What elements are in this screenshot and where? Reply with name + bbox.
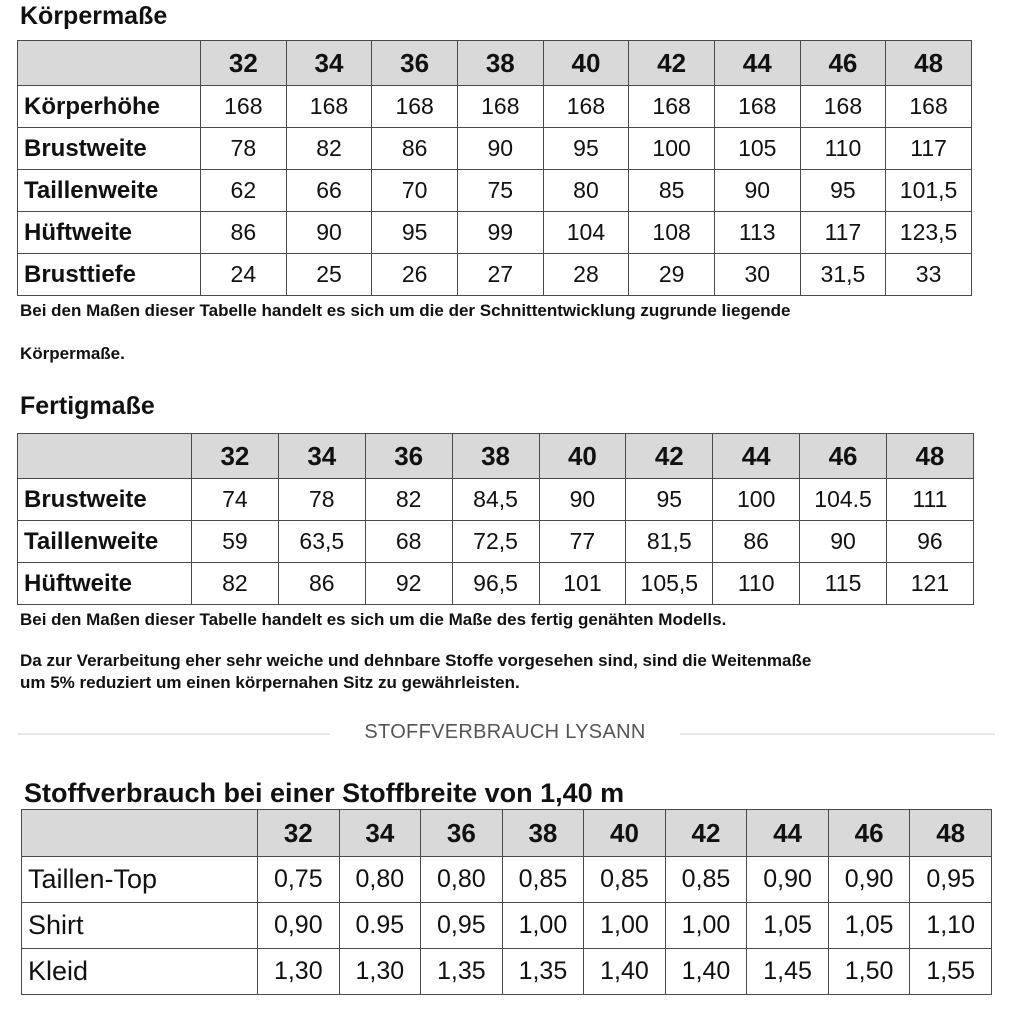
value-cell: 0,85 xyxy=(584,857,666,903)
fertigmasse-note1: Bei den Maßen dieser Tabelle handelt es sich um die Maße des fertig genähten Modells. xyxy=(20,610,727,629)
divider-line-left xyxy=(18,733,330,735)
value-cell: 1,00 xyxy=(502,903,584,949)
value-cell: 86 xyxy=(278,563,365,605)
value-cell: 85 xyxy=(629,170,715,212)
value-cell: 81,5 xyxy=(626,521,713,563)
table-row xyxy=(18,563,974,605)
divider-label: STOFFVERBRAUCH LYSANN xyxy=(364,721,646,743)
value-cell: 72,5 xyxy=(452,521,539,563)
header-row xyxy=(18,434,974,479)
row-label: Hüftweite xyxy=(18,563,192,605)
value-cell: 0,90 xyxy=(258,903,340,949)
row-label: Shirt xyxy=(22,903,258,949)
table-row xyxy=(22,857,992,903)
value-cell: 29 xyxy=(629,254,715,296)
table-row xyxy=(18,128,972,170)
value-cell: 90 xyxy=(286,212,372,254)
value-cell: 1,30 xyxy=(339,949,421,995)
value-cell: 96,5 xyxy=(452,563,539,605)
value-cell: 1,55 xyxy=(910,949,992,995)
value-cell: 1,05 xyxy=(828,903,910,949)
value-cell: 168 xyxy=(372,86,458,128)
value-cell: 111 xyxy=(887,479,974,521)
value-cell: 77 xyxy=(539,521,626,563)
row-label: Taillenweite xyxy=(18,170,201,212)
koerpermasse-note-line2: Körpermaße. xyxy=(20,344,125,363)
size-header: 34 xyxy=(278,434,365,479)
value-cell: 168 xyxy=(714,86,800,128)
value-cell: 0,75 xyxy=(258,857,340,903)
koerpermasse-table xyxy=(17,40,972,296)
divider-line-right xyxy=(680,733,995,735)
fertigmasse-note2-line1: Da zur Verarbeitung eher sehr weiche und dehnbare Stoffe vorgesehen sind, sind die Weitenmaße xyxy=(20,651,812,670)
value-cell: 0,90 xyxy=(828,857,910,903)
value-cell: 95 xyxy=(626,479,713,521)
header-row xyxy=(22,810,992,857)
value-cell: 78 xyxy=(278,479,365,521)
value-cell: 82 xyxy=(286,128,372,170)
value-cell: 27 xyxy=(457,254,543,296)
corner-cell xyxy=(18,41,201,86)
value-cell: 75 xyxy=(457,170,543,212)
corner-cell xyxy=(22,810,258,857)
table-row xyxy=(18,479,974,521)
value-cell: 59 xyxy=(192,521,279,563)
value-cell: 168 xyxy=(457,86,543,128)
value-cell: 26 xyxy=(372,254,458,296)
size-header: 32 xyxy=(192,434,279,479)
size-header: 38 xyxy=(457,41,543,86)
fertigmasse-note2-line2: um 5% reduziert um einen körpernahen Sitz zu gewährleisten. xyxy=(20,673,520,692)
value-cell: 31,5 xyxy=(800,254,886,296)
value-cell: 0,90 xyxy=(747,857,829,903)
value-cell: 0,95 xyxy=(421,903,503,949)
row-label: Taillenweite xyxy=(18,521,192,563)
value-cell: 168 xyxy=(543,86,629,128)
value-cell: 123,5 xyxy=(886,212,972,254)
size-header: 42 xyxy=(665,810,747,857)
size-header: 48 xyxy=(886,41,972,86)
value-cell: 117 xyxy=(886,128,972,170)
value-cell: 63,5 xyxy=(278,521,365,563)
value-cell: 0.95 xyxy=(339,903,421,949)
value-cell: 1,05 xyxy=(747,903,829,949)
value-cell: 1,00 xyxy=(584,903,666,949)
value-cell: 78 xyxy=(201,128,287,170)
table-row xyxy=(22,903,992,949)
value-cell: 90 xyxy=(457,128,543,170)
stoffverbrauch-title: Stoffverbrauch bei einer Stoffbreite von 1,40 m xyxy=(24,778,625,808)
value-cell: 168 xyxy=(886,86,972,128)
value-cell: 99 xyxy=(457,212,543,254)
value-cell: 1,35 xyxy=(421,949,503,995)
value-cell: 86 xyxy=(372,128,458,170)
value-cell: 90 xyxy=(539,479,626,521)
size-header: 40 xyxy=(543,41,629,86)
size-header: 34 xyxy=(339,810,421,857)
value-cell: 90 xyxy=(800,521,887,563)
value-cell: 0,80 xyxy=(421,857,503,903)
row-label: Hüftweite xyxy=(18,212,201,254)
row-label: Körperhöhe xyxy=(18,86,201,128)
value-cell: 86 xyxy=(713,521,800,563)
value-cell: 24 xyxy=(201,254,287,296)
value-cell: 1,30 xyxy=(258,949,340,995)
table-row xyxy=(18,170,972,212)
size-header: 38 xyxy=(452,434,539,479)
value-cell: 80 xyxy=(543,170,629,212)
value-cell: 117 xyxy=(800,212,886,254)
value-cell: 28 xyxy=(543,254,629,296)
size-header: 48 xyxy=(887,434,974,479)
row-label: Brustweite xyxy=(18,479,192,521)
value-cell: 100 xyxy=(629,128,715,170)
size-header: 36 xyxy=(365,434,452,479)
value-cell: 66 xyxy=(286,170,372,212)
value-cell: 92 xyxy=(365,563,452,605)
value-cell: 90 xyxy=(714,170,800,212)
value-cell: 0,80 xyxy=(339,857,421,903)
value-cell: 25 xyxy=(286,254,372,296)
value-cell: 95 xyxy=(543,128,629,170)
fertigmasse-table xyxy=(17,433,974,605)
value-cell: 0,85 xyxy=(502,857,584,903)
value-cell: 110 xyxy=(800,128,886,170)
table-row xyxy=(18,86,972,128)
value-cell: 1,10 xyxy=(910,903,992,949)
size-header: 32 xyxy=(258,810,340,857)
size-header: 36 xyxy=(372,41,458,86)
koerpermasse-title: Körpermaße xyxy=(20,2,168,30)
value-cell: 168 xyxy=(629,86,715,128)
value-cell: 62 xyxy=(201,170,287,212)
size-header: 48 xyxy=(910,810,992,857)
size-header: 36 xyxy=(421,810,503,857)
corner-cell xyxy=(18,434,192,479)
size-header: 44 xyxy=(713,434,800,479)
value-cell: 86 xyxy=(201,212,287,254)
size-header: 46 xyxy=(800,41,886,86)
value-cell: 121 xyxy=(887,563,974,605)
value-cell: 168 xyxy=(201,86,287,128)
value-cell: 0,95 xyxy=(910,857,992,903)
value-cell: 1,35 xyxy=(502,949,584,995)
value-cell: 100 xyxy=(713,479,800,521)
value-cell: 104.5 xyxy=(800,479,887,521)
value-cell: 82 xyxy=(365,479,452,521)
value-cell: 168 xyxy=(800,86,886,128)
value-cell: 1,40 xyxy=(665,949,747,995)
row-label: Taillen-Top xyxy=(22,857,258,903)
row-label: Kleid xyxy=(22,949,258,995)
size-header: 38 xyxy=(502,810,584,857)
row-label: Brusttiefe xyxy=(18,254,201,296)
size-header: 46 xyxy=(828,810,910,857)
value-cell: 110 xyxy=(713,563,800,605)
value-cell: 33 xyxy=(886,254,972,296)
table-row xyxy=(18,254,972,296)
header-row xyxy=(18,41,972,86)
size-header: 32 xyxy=(201,41,287,86)
value-cell: 104 xyxy=(543,212,629,254)
size-header: 44 xyxy=(747,810,829,857)
value-cell: 84,5 xyxy=(452,479,539,521)
size-header: 40 xyxy=(584,810,666,857)
value-cell: 96 xyxy=(887,521,974,563)
value-cell: 108 xyxy=(629,212,715,254)
size-header: 34 xyxy=(286,41,372,86)
value-cell: 101,5 xyxy=(886,170,972,212)
table-row xyxy=(22,949,992,995)
value-cell: 101 xyxy=(539,563,626,605)
value-cell: 168 xyxy=(286,86,372,128)
value-cell: 1,45 xyxy=(747,949,829,995)
size-header: 46 xyxy=(800,434,887,479)
koerpermasse-note-line1: Bei den Maßen dieser Tabelle handelt es sich um die der Schnittentwicklung zugrunde liegende xyxy=(20,301,791,320)
size-header: 40 xyxy=(539,434,626,479)
value-cell: 113 xyxy=(714,212,800,254)
value-cell: 95 xyxy=(800,170,886,212)
value-cell: 74 xyxy=(192,479,279,521)
size-header: 44 xyxy=(714,41,800,86)
table-row xyxy=(18,212,972,254)
fertigmasse-title: Fertigmaße xyxy=(20,392,155,420)
value-cell: 82 xyxy=(192,563,279,605)
value-cell: 70 xyxy=(372,170,458,212)
value-cell: 30 xyxy=(714,254,800,296)
value-cell: 1,00 xyxy=(665,903,747,949)
stoffverbrauch-table xyxy=(21,809,992,995)
value-cell: 1,40 xyxy=(584,949,666,995)
value-cell: 105 xyxy=(714,128,800,170)
value-cell: 1,50 xyxy=(828,949,910,995)
size-header: 42 xyxy=(626,434,713,479)
value-cell: 0,85 xyxy=(665,857,747,903)
row-label: Brustweite xyxy=(18,128,201,170)
value-cell: 68 xyxy=(365,521,452,563)
value-cell: 95 xyxy=(372,212,458,254)
value-cell: 115 xyxy=(800,563,887,605)
value-cell: 105,5 xyxy=(626,563,713,605)
size-header: 42 xyxy=(629,41,715,86)
table-row xyxy=(18,521,974,563)
